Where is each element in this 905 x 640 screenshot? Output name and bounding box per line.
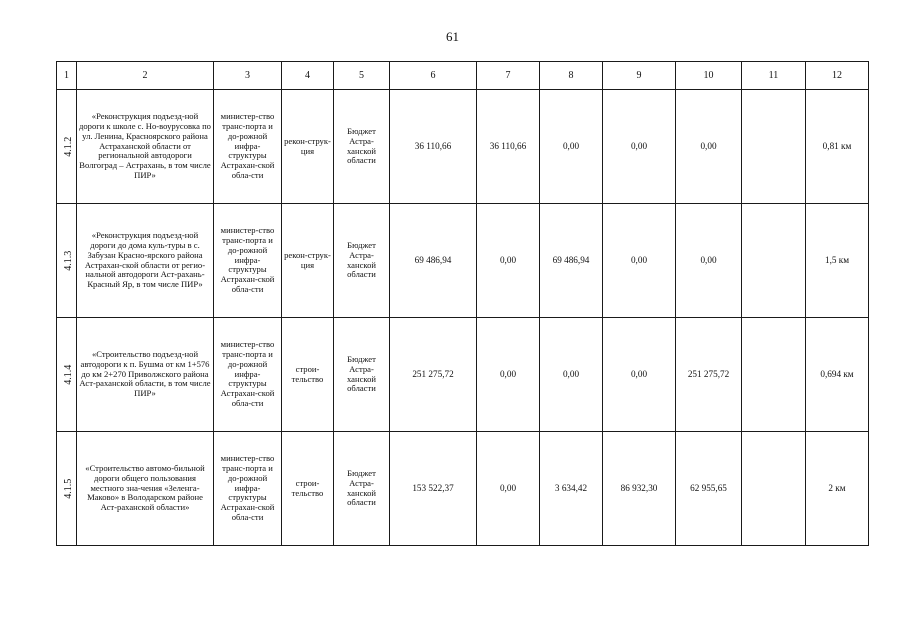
funding-source: Бюджет Астра-ханской области: [334, 90, 390, 204]
object-name: «Строительство подъезд-ной автодороги к п. Бушма от км 1+576 до км 2+270 Приволжского района Аст-раханской области, в том числе ПИР»: [77, 318, 214, 432]
header-cell: 10: [676, 62, 742, 90]
value-col-8: 0,00: [540, 90, 603, 204]
row-number-text: 4.1.5: [63, 478, 75, 499]
page-number: 61: [446, 29, 459, 44]
header-cell: 7: [477, 62, 540, 90]
length-col-12: 0,81 км: [806, 90, 869, 204]
value-col-6: 36 110,66: [390, 90, 477, 204]
value-col-6: 69 486,94: [390, 204, 477, 318]
row-number-text: 4.1.2: [63, 136, 75, 157]
executor: министер-ство транс-порта и до-рожной инфра-структуры Астрахан-ской обла-сти: [214, 204, 282, 318]
row-number: [57, 204, 77, 318]
funding-source: Бюджет Астра-ханской области: [334, 432, 390, 546]
executor: министер-ство транс-порта и до-рожной инфра-структуры Астрахан-ской обла-сти: [214, 432, 282, 546]
value-col-9: 0,00: [603, 90, 676, 204]
value-col-11: [742, 432, 806, 546]
value-col-6: 251 275,72: [390, 318, 477, 432]
value-col-6: 153 522,37: [390, 432, 477, 546]
funding-source: Бюджет Астра-ханской области: [334, 204, 390, 318]
value-col-7: 0,00: [477, 204, 540, 318]
funding-source: Бюджет Астра-ханской области: [334, 318, 390, 432]
value-col-7: 36 110,66: [477, 90, 540, 204]
value-col-10: 62 955,65: [676, 432, 742, 546]
header-cell: 12: [806, 62, 869, 90]
table-row: [57, 432, 869, 546]
length-col-12: 1,5 км: [806, 204, 869, 318]
value-col-8: 69 486,94: [540, 204, 603, 318]
table-row: [57, 204, 869, 318]
row-number: [57, 90, 77, 204]
header-cell: 4: [282, 62, 334, 90]
header-cell: 9: [603, 62, 676, 90]
object-name: «Реконструкция подъезд-ной дороги к школе с. Но-воурусовка по ул. Ленина, Красноярского района Астраханской области от региональной автодороги Волгоград – Астрахань, в том числе ПИР»: [77, 90, 214, 204]
executor: министер-ство транс-порта и до-рожной инфра-структуры Астрахан-ской обла-сти: [214, 90, 282, 204]
length-col-12: 0,694 км: [806, 318, 869, 432]
row-number: [57, 318, 77, 432]
value-col-9: 86 932,30: [603, 432, 676, 546]
object-name: «Строительство автомо-бильной дороги общего пользования местного зна-чения «Зеленга-Маково» в Володарском районе Аст-раханской области»: [77, 432, 214, 546]
value-col-10: 0,00: [676, 90, 742, 204]
work-type: рекон-струк-ция: [282, 90, 334, 204]
value-col-7: 0,00: [477, 432, 540, 546]
value-col-11: [742, 204, 806, 318]
header-row: [57, 62, 869, 90]
value-col-8: 3 634,42: [540, 432, 603, 546]
value-col-10: 251 275,72: [676, 318, 742, 432]
length-col-12: 2 км: [806, 432, 869, 546]
header-cell: 6: [390, 62, 477, 90]
value-col-9: 0,00: [603, 318, 676, 432]
value-col-8: 0,00: [540, 318, 603, 432]
header-cell: 11: [742, 62, 806, 90]
value-col-11: [742, 90, 806, 204]
work-type: рекон-струк-ция: [282, 204, 334, 318]
table-row: [57, 318, 869, 432]
value-col-10: 0,00: [676, 204, 742, 318]
program-table: [56, 61, 869, 546]
header-cell: 2: [77, 62, 214, 90]
table-row: [57, 90, 869, 204]
executor: министер-ство транс-порта и до-рожной инфра-структуры Астрахан-ской обла-сти: [214, 318, 282, 432]
row-number: [57, 432, 77, 546]
value-col-9: 0,00: [603, 204, 676, 318]
value-col-11: [742, 318, 806, 432]
object-name: «Реконструкция подъезд-ной дороги до дома куль-туры в с. Забузан Красно-ярского района Астрахан-ской области от регио-нальной автодороги Аст-рахань-Красный Яр, в том числе ПИР»: [77, 204, 214, 318]
row-number-text: 4.1.3: [63, 250, 75, 271]
header-cell: 8: [540, 62, 603, 90]
work-type: строи-тельство: [282, 318, 334, 432]
row-number-text: 4.1.4: [63, 364, 75, 385]
header-cell: 1: [57, 62, 77, 90]
header-cell: 5: [334, 62, 390, 90]
work-type: строи-тельство: [282, 432, 334, 546]
value-col-7: 0,00: [477, 318, 540, 432]
header-cell: 3: [214, 62, 282, 90]
